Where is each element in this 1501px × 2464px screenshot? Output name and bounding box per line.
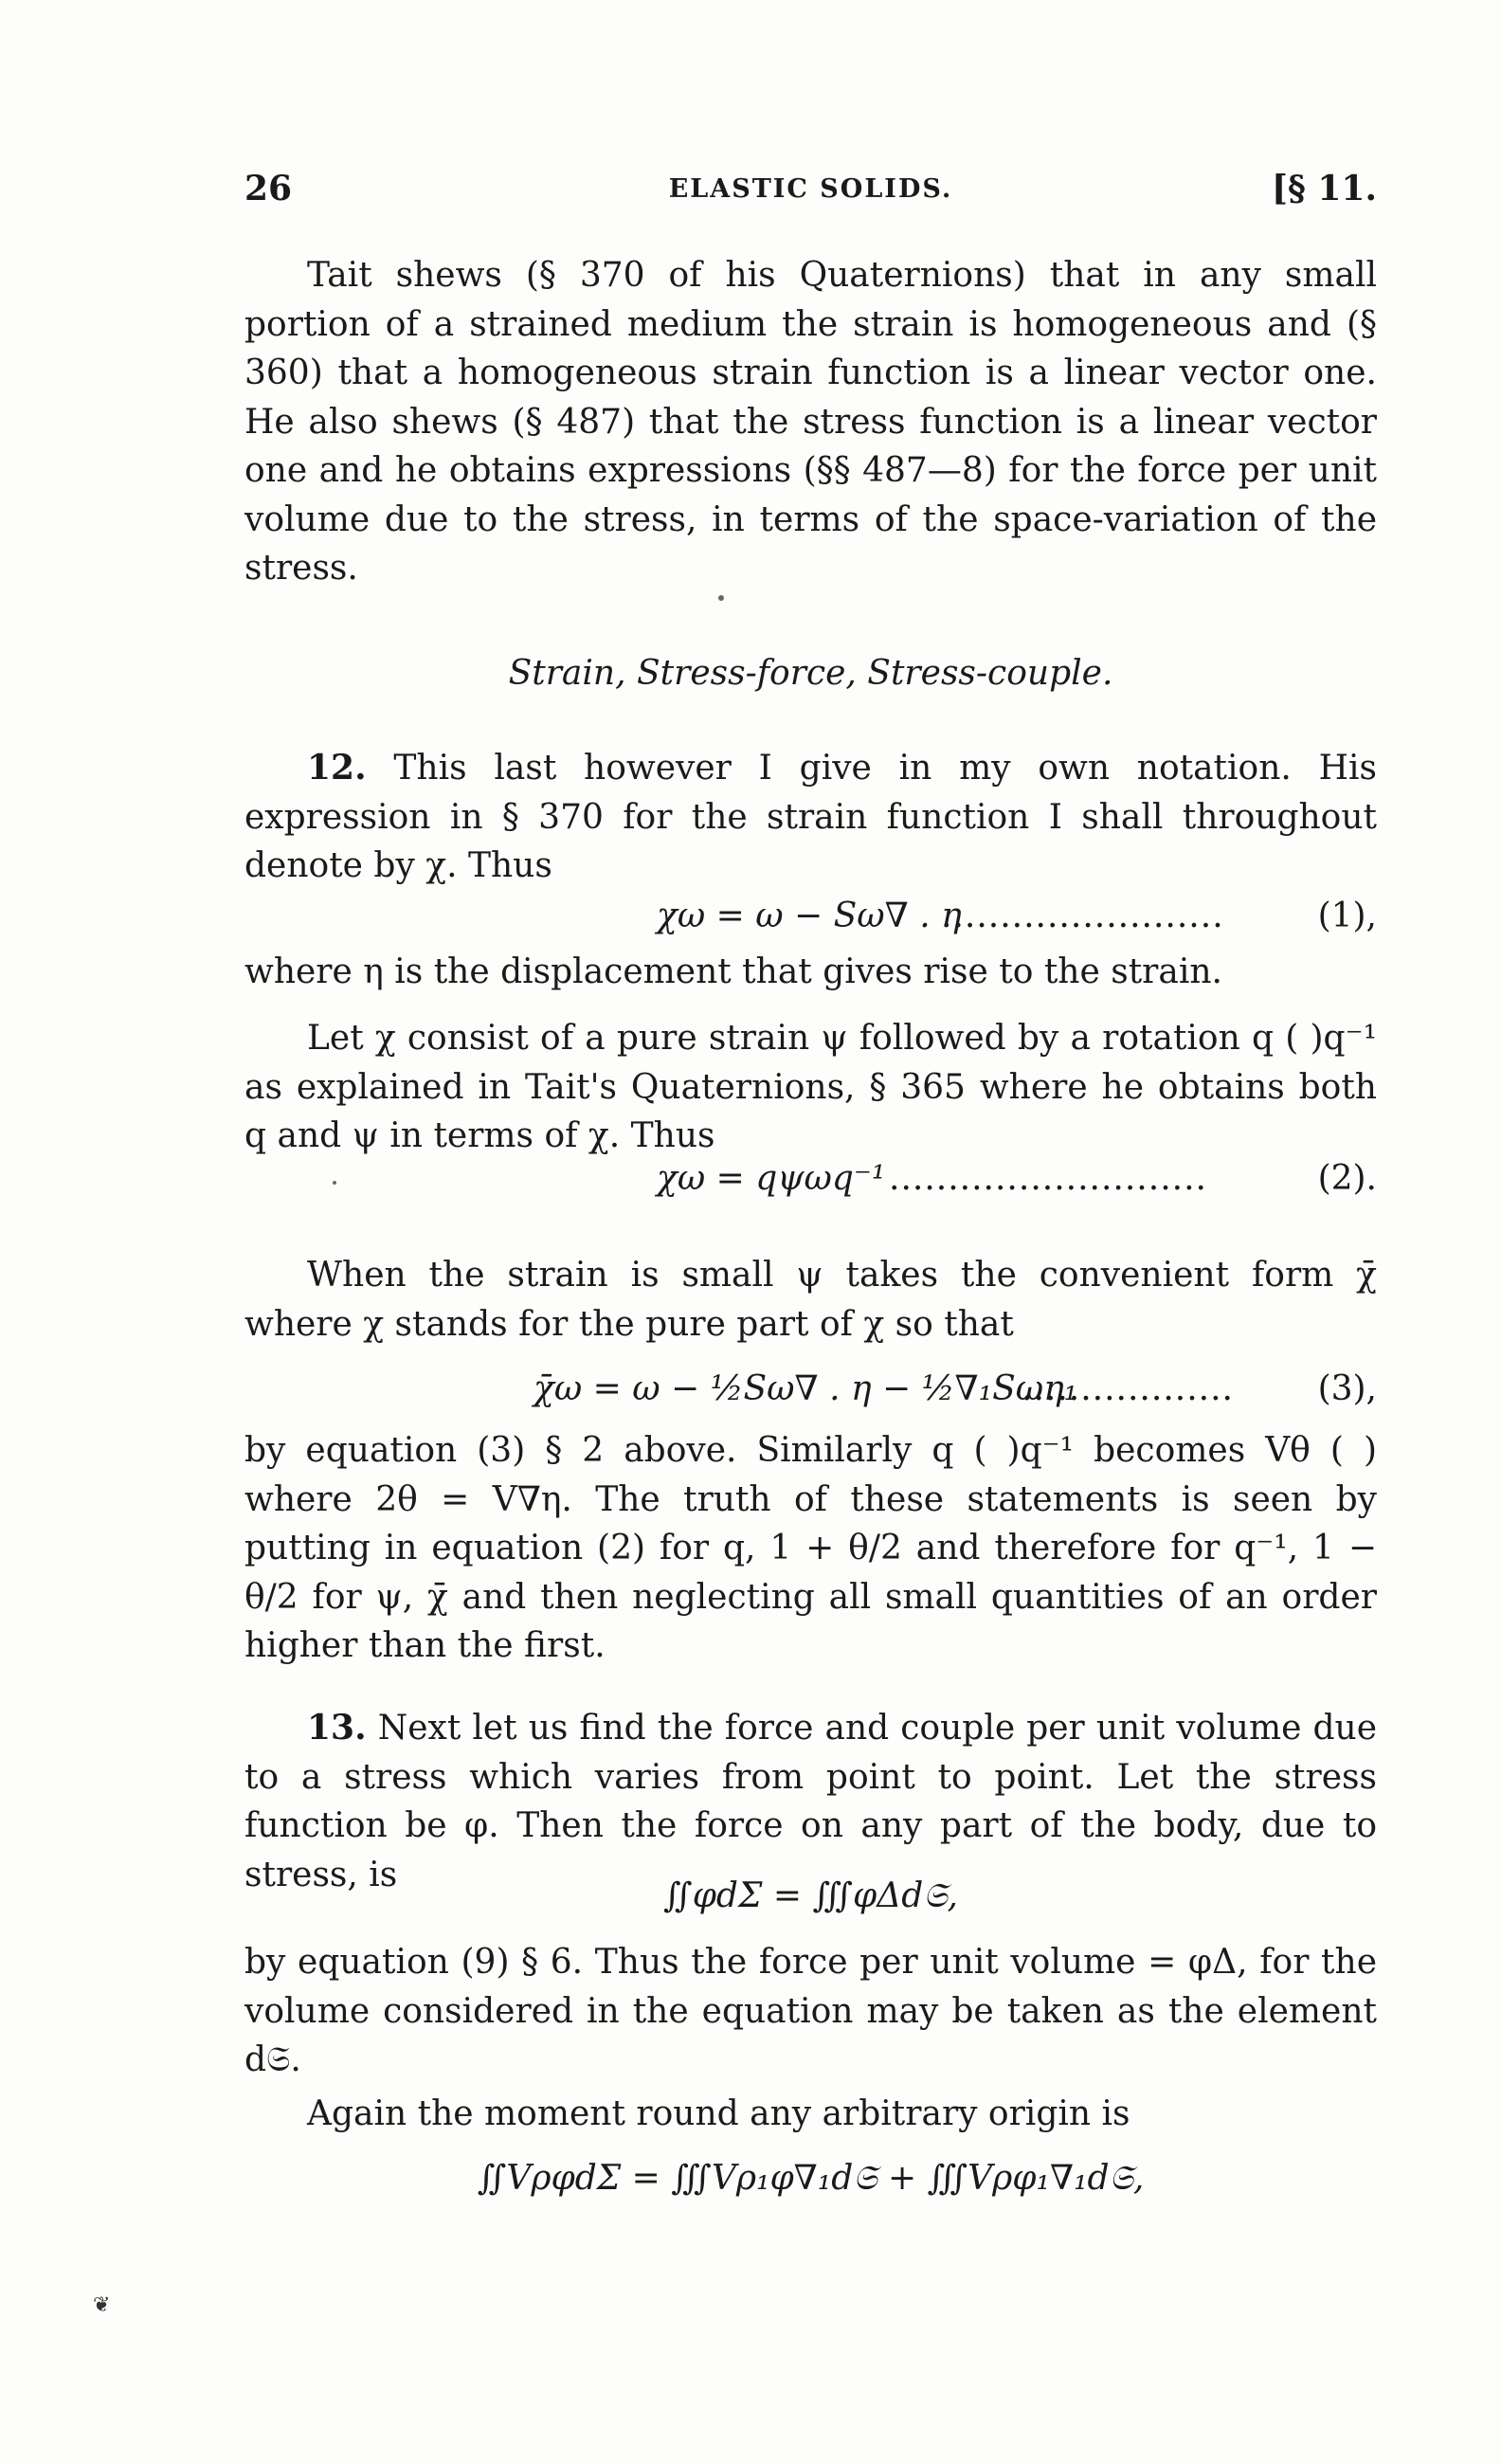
paragraph-small-strain: When the strain is small ψ takes the convenient form χ̄ where χ stands for the pure part of χ so that <box>244 1256 1377 1344</box>
equation-1: χω = ω − Sω∇ . η ........................ (1), <box>657 897 1377 935</box>
page <box>93 0 1377 2464</box>
paragraph-13: 13. Next let us find the force and couple per unit volume due to a stress which varies from point to point. Let the stress function be φ. Then the force on any part of the body, due to stress, is <box>244 1708 1377 1894</box>
section-number-13: 13. <box>307 1708 367 1748</box>
equation-number-1: (1), <box>1317 897 1377 935</box>
section-number-12: 12. <box>307 748 367 788</box>
paragraph-tait-strain: Tait shews (§ 370 of his Quaternions) that in any small portion of a strained medium the strain is homogeneous and (§ 360) that a homogeneous strain function is a linear vector one. He also shews (§ 487) that the stress function is a linear vector one and he obtains expressions (§§ 487—8) for the force per unit volume due to the stress, in terms of the space-variation of the stress. <box>244 256 1377 588</box>
section-mark: [§ 11. <box>1271 169 1377 208</box>
equation-3: χ̄ω = ω − ½Sω∇ . η − ½∇₁Sωη₁ .................. (3), <box>533 1369 1377 1408</box>
equation-number-2: (2). <box>1317 1159 1377 1198</box>
paragraph-moment: Again the moment round any arbitrary origin is <box>307 2094 1130 2133</box>
running-head <box>244 169 1377 216</box>
page-number: 26 <box>244 169 293 208</box>
paragraph-displacement: where η is the displacement that gives rise to the strain. <box>244 952 1222 991</box>
paragraph-rotation: Let χ consist of a pure strain ψ followed by a rotation q ( )q⁻¹ as explained in Tait's Quaternions, § 365 where he obtains both q and ψ in terms of χ. Thus <box>244 1019 1377 1155</box>
footer-ornament: ❦ <box>93 2293 111 2317</box>
equation-number-3: (3), <box>1317 1369 1377 1408</box>
paragraph-similarly: by equation (3) § 2 above. Similarly q ( )q⁻¹ becomes Vθ ( ) where 2θ = V∇η. The truth of these statements is seen by putting in equation (2) for q, 1 + θ/2 and therefore for q⁻¹, 1 − θ/2 for ψ, χ̄ and then neglecting all small quantities of an order higher than the first. <box>244 1431 1377 1665</box>
running-title: ELASTIC SOLIDS. <box>668 174 953 204</box>
paragraph-force-per-volume: by equation (9) § 6. Thus the force per unit volume = φΔ, for the volume considered in the equation may be taken as the element d𝔖. <box>244 1943 1377 2079</box>
stray-dot <box>718 595 724 601</box>
equation-4: ∬φdΣ = ∭φΔd𝔖, <box>663 1876 958 1915</box>
equation-5: ∬VρφdΣ = ∭Vρ₁φ∇₁d𝔖 + ∭Vρφ₁∇₁d𝔖, <box>477 2159 1145 2198</box>
section-heading: Strain, Stress-force, Stress-couple. <box>508 654 1113 693</box>
paragraph-12: 12. This last however I give in my own notation. His expression in § 370 for the strain function I shall throughout denote by χ. Thus <box>244 748 1377 885</box>
equation-2: χω = qψωq⁻¹ ........................... (2). <box>657 1159 1377 1198</box>
